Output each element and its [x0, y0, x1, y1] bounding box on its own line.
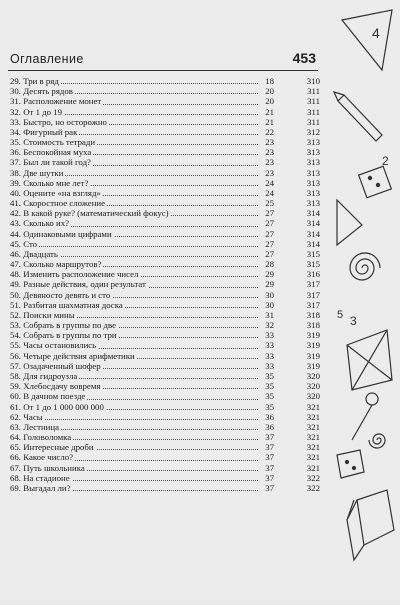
- toc-answer-page: 318: [306, 309, 320, 320]
- toc-entry-title: 43. Сколько их?: [10, 218, 70, 229]
- toc-answer-page: 319: [306, 330, 320, 341]
- toc-entry: [10, 168, 320, 178]
- toc-entry: [10, 157, 320, 167]
- toc-entry: [10, 381, 320, 391]
- toc-problem-page: 37: [258, 442, 274, 452]
- toc-entry: [10, 117, 320, 127]
- toc-entry-title: 41. Скоростное сложение: [10, 198, 106, 209]
- toc-answer-page: 315: [306, 259, 320, 270]
- toc-problem-page: 36: [258, 412, 274, 422]
- toc-problem-page: 24: [258, 178, 274, 188]
- toc-problem-page: 27: [258, 218, 274, 228]
- toc-entry-title: 34. Фигурный рак: [10, 126, 78, 137]
- toc-answer-page: 314: [306, 238, 320, 249]
- toc-entry: [10, 310, 320, 320]
- table-of-contents: [10, 76, 320, 493]
- toc-entry: [10, 86, 320, 96]
- doodle-illustration: [332, 0, 400, 600]
- toc-problem-page: 23: [258, 157, 274, 167]
- toc-answer-page: 312: [306, 126, 320, 137]
- toc-problem-page: 30: [258, 300, 274, 310]
- toc-problem-page: 30: [258, 290, 274, 300]
- toc-problem-page: 37: [258, 473, 274, 483]
- toc-answer-page: 319: [306, 350, 320, 361]
- toc-problem-page: 28: [258, 259, 274, 269]
- toc-entry-title: 53. Собрать в группы по две: [10, 320, 117, 331]
- toc-entry: [10, 442, 320, 452]
- toc-problem-page: 27: [258, 249, 274, 259]
- toc-entry-title: 66. Какое число?: [10, 452, 74, 463]
- toc-entry: [10, 290, 320, 300]
- toc-entry-title: 67. Путь школьника: [10, 462, 85, 473]
- toc-answer-page: 321: [306, 462, 320, 473]
- toc-answer-page: 314: [306, 208, 320, 219]
- toc-answer-page: 311: [307, 86, 320, 97]
- toc-entry: [10, 107, 320, 117]
- toc-problem-page: 21: [258, 107, 274, 117]
- toc-entry-title: 48. Изменить расположение чисел: [10, 269, 139, 280]
- toc-entry-title: 59. Хлебосдачу вовремя: [10, 381, 101, 392]
- toc-entry: [10, 269, 320, 279]
- toc-answer-page: 311: [307, 106, 320, 117]
- toc-problem-page: 33: [258, 351, 274, 361]
- toc-entry-title: 64. Головоломка: [10, 432, 72, 443]
- toc-answer-page: 317: [306, 289, 320, 300]
- toc-problem-page: 37: [258, 483, 274, 493]
- toc-entry: [10, 320, 320, 330]
- toc-entry-title: 33. Быстро, но осторожно: [10, 116, 107, 127]
- toc-answer-page: 313: [306, 147, 320, 158]
- pin-icon: [352, 393, 378, 440]
- toc-entry: [10, 259, 320, 269]
- toc-problem-page: 23: [258, 147, 274, 157]
- toc-problem-page: 35: [258, 391, 274, 401]
- spiral-icon: [350, 253, 380, 280]
- toc-problem-page: 33: [258, 340, 274, 350]
- toc-entry-title: 49. Разные действия, один результат: [10, 279, 146, 290]
- toc-problem-page: 37: [258, 432, 274, 442]
- toc-entry-title: 50. Девяносто девять и сто: [10, 289, 111, 300]
- toc-problem-page: 35: [258, 381, 274, 391]
- toc-answer-page: 313: [306, 157, 320, 168]
- toc-problem-page: 27: [258, 229, 274, 239]
- toc-answer-page: 320: [306, 391, 320, 402]
- page-title: Оглавление: [10, 52, 84, 66]
- toc-answer-page: 321: [306, 411, 320, 422]
- toc-problem-page: 20: [258, 86, 274, 96]
- toc-entry: [10, 198, 320, 208]
- toc-entry: [10, 483, 320, 493]
- toc-problem-page: 27: [258, 239, 274, 249]
- toc-answer-page: 313: [306, 198, 320, 209]
- toc-problem-page: 36: [258, 422, 274, 432]
- toc-entry: [10, 279, 320, 289]
- toc-entry-title: 46. Двадцать: [10, 248, 58, 259]
- toc-entry-title: 44. Одинаковыми цифрами: [10, 228, 112, 239]
- handwritten-number-2: 2: [382, 154, 389, 168]
- toc-entry-title: 57. Озадаченный шофер: [10, 360, 101, 371]
- toc-entry-title: 69. Выгадал ли?: [10, 482, 71, 493]
- toc-entry-title: 31. Расположение монет: [10, 96, 102, 107]
- toc-entry: [10, 340, 320, 350]
- toc-answer-page: 320: [306, 370, 320, 381]
- toc-entry: [10, 371, 320, 381]
- toc-entry: [10, 330, 320, 340]
- toc-leader-dots: [10, 419, 262, 420]
- toc-entry: [10, 127, 320, 137]
- toc-problem-page: 24: [258, 188, 274, 198]
- toc-entry: [10, 402, 320, 412]
- toc-problem-page: 32: [258, 320, 274, 330]
- toc-problem-page: 25: [258, 198, 274, 208]
- handwritten-number-3: 3: [350, 314, 357, 328]
- toc-answer-page: 321: [306, 401, 320, 412]
- toc-answer-page: 321: [306, 442, 320, 453]
- toc-problem-page: 18: [258, 76, 274, 86]
- dice-icon: [359, 166, 392, 197]
- toc-entry-title: 65. Интересные дроби: [10, 442, 94, 453]
- toc-answer-page: 315: [306, 248, 320, 259]
- toc-entry-title: 55. Часы остановились: [10, 340, 97, 351]
- toc-entry: [10, 300, 320, 310]
- toc-answer-page: 319: [306, 360, 320, 371]
- toc-entry-title: 63. Лестница: [10, 421, 60, 432]
- toc-problem-page: 35: [258, 371, 274, 381]
- toc-entry: [10, 208, 320, 218]
- toc-entry: [10, 96, 320, 106]
- toc-answer-page: 313: [306, 187, 320, 198]
- toc-entry: [10, 229, 320, 239]
- toc-entry-title: 37. Был ли такой год?: [10, 157, 91, 168]
- toc-answer-page: 313: [306, 177, 320, 188]
- toc-entry: [10, 218, 320, 228]
- toc-answer-page: 321: [306, 421, 320, 432]
- margin-doodles: [332, 0, 400, 600]
- toc-answer-page: 320: [306, 381, 320, 392]
- toc-entry-title: 45. Сто: [10, 238, 38, 249]
- toc-entry-title: 47. Сколько маршрутов?: [10, 259, 102, 270]
- handwritten-number-5: 5: [337, 309, 344, 321]
- toc-answer-page: 322: [306, 472, 320, 483]
- toc-entry: [10, 361, 320, 371]
- toc-entry-title: 52. Поиски мины: [10, 309, 75, 320]
- toc-answer-page: 311: [307, 96, 320, 107]
- toc-problem-page: 37: [258, 452, 274, 462]
- toc-problem-page: 21: [258, 117, 274, 127]
- pencil-icon: [334, 92, 382, 141]
- toc-answer-page: 322: [306, 482, 320, 493]
- toc-entry-title: 58. Для гидроузла: [10, 370, 78, 381]
- toc-answer-page: 316: [306, 269, 320, 280]
- toc-entry-title: 60. В дачном поезде: [10, 391, 86, 402]
- page-header: [8, 48, 318, 71]
- toc-problem-page: 33: [258, 361, 274, 371]
- pyramid-icon: [347, 330, 392, 390]
- toc-entry: [10, 391, 320, 401]
- toc-entry-title: 36. Беспокойная муха: [10, 147, 92, 158]
- toc-entry-title: 39. Сколько мне лет?: [10, 177, 89, 188]
- toc-entry-title: 61. От 1 до 1 000 000 000: [10, 401, 104, 412]
- toc-entry: [10, 147, 320, 157]
- toc-problem-page: 29: [258, 279, 274, 289]
- toc-entry-title: 38. Две шутки: [10, 167, 64, 178]
- toc-problem-page: 22: [258, 127, 274, 137]
- toc-problem-page: 29: [258, 269, 274, 279]
- toc-answer-page: 314: [306, 228, 320, 239]
- toc-answer-page: 318: [306, 320, 320, 331]
- toc-entry: [10, 249, 320, 259]
- toc-entry: [10, 463, 320, 473]
- toc-entry: [10, 351, 320, 361]
- toc-problem-page: 23: [258, 137, 274, 147]
- toc-answer-page: 311: [307, 116, 320, 127]
- toc-problem-page: 23: [258, 168, 274, 178]
- toc-entry: [10, 137, 320, 147]
- toc-answer-page: 310: [306, 76, 320, 86]
- toc-answer-page: 314: [306, 218, 320, 229]
- toc-answer-page: 319: [306, 340, 320, 351]
- toc-problem-page: 35: [258, 402, 274, 412]
- toc-entry-title: 40. Оцените «на взгляд»: [10, 187, 101, 198]
- toc-entry-title: 56. Четыре действия арифметики: [10, 350, 135, 361]
- toc-entry-title: 42. В какой руке? (математический фокус): [10, 208, 169, 219]
- toc-entry: [10, 452, 320, 462]
- toc-entry: [10, 422, 320, 432]
- toc-entry-title: 30. Десять рядов: [10, 86, 73, 97]
- toc-answer-page: 321: [306, 452, 320, 463]
- toc-entry-title: 29. Три в ряд: [10, 76, 59, 86]
- toc-entry: [10, 432, 320, 442]
- triangle-icon: [342, 10, 392, 70]
- toc-entry-title: 54. Собрать в группы по три: [10, 330, 117, 341]
- toc-leader-dots: [10, 246, 262, 247]
- toc-entry-title: 32. От 1 до 19: [10, 106, 63, 117]
- toc-entry-title: 51. Разбитая шахматная доска: [10, 299, 123, 310]
- page-number: 453: [292, 50, 316, 66]
- toc-entry-title: 62. Часы: [10, 411, 43, 422]
- toc-entry: [10, 76, 320, 86]
- toc-answer-page: 317: [306, 299, 320, 310]
- toc-entry: [10, 239, 320, 249]
- toc-problem-page: 37: [258, 463, 274, 473]
- toc-entry-title: 35. Стоимость тетради: [10, 137, 96, 148]
- toc-answer-page: 313: [306, 167, 320, 178]
- toc-entry: [10, 178, 320, 188]
- toc-problem-page: 27: [258, 208, 274, 218]
- toc-answer-page: 317: [306, 279, 320, 290]
- toc-entry-title: 68. На стадионе: [10, 472, 70, 483]
- toc-problem-page: 20: [258, 96, 274, 106]
- handwritten-number-4: 4: [372, 25, 380, 41]
- toc-entry: [10, 188, 320, 198]
- cube-icon: [347, 490, 394, 560]
- toc-answer-page: 321: [306, 432, 320, 443]
- toc-problem-page: 31: [258, 310, 274, 320]
- toc-problem-page: 33: [258, 330, 274, 340]
- toc-entry: [10, 412, 320, 422]
- toc-entry: [10, 473, 320, 483]
- toc-answer-page: 313: [306, 137, 320, 148]
